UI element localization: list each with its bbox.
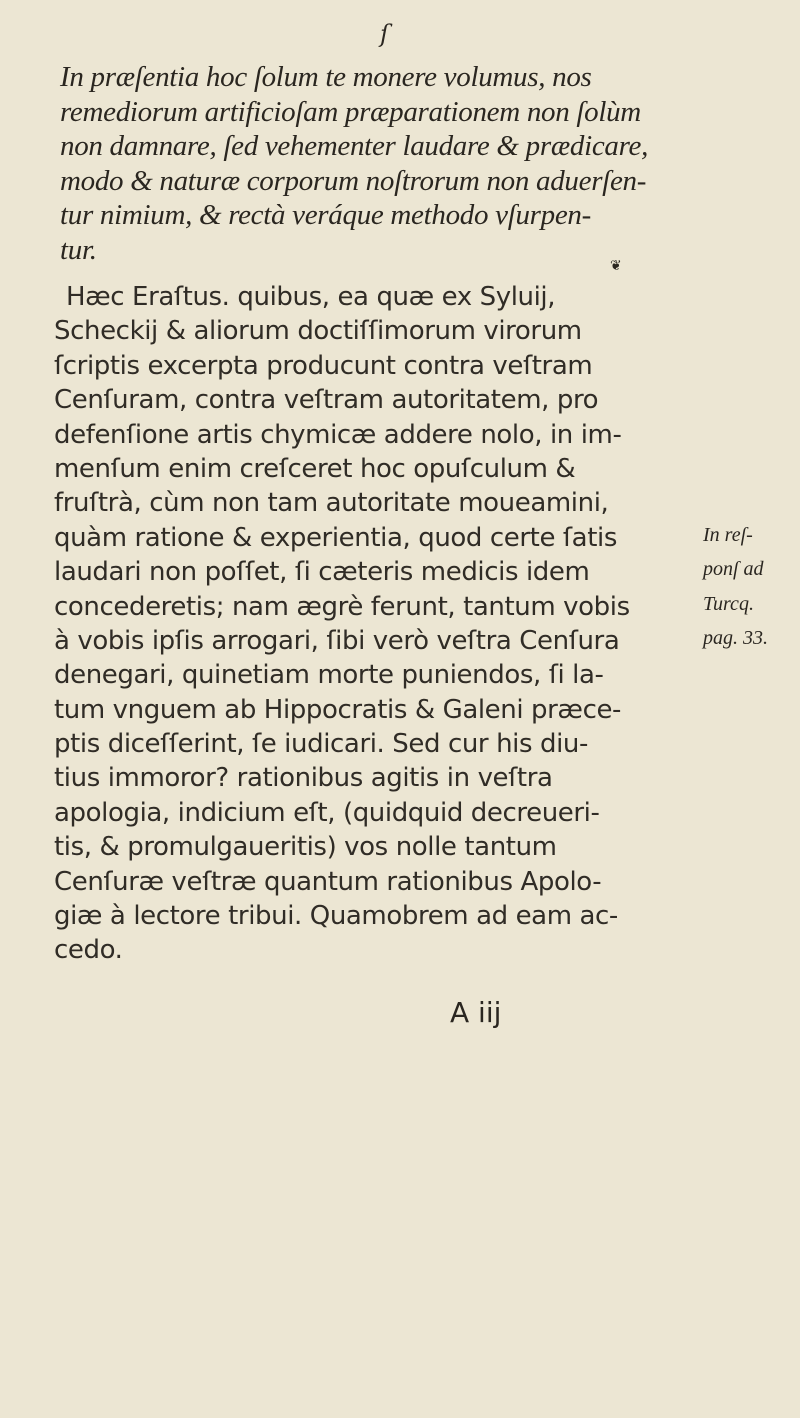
signature-mark: ſ xyxy=(380,20,389,48)
signature-mark-footer: A iij xyxy=(450,995,502,1029)
margin-note-line: In reſ- xyxy=(703,524,753,546)
body-line: Hæc Eraſtus. quibus, ea quæ ex Syluij, xyxy=(66,282,556,312)
italic-line: In præſentia hoc ſolum te monere volumus, nos xyxy=(60,61,592,93)
body-line: tis, & promulgaueritis) vos nolle tantum xyxy=(54,832,557,863)
body-line: Cenſuram, contra veſtram autoritatem, pro xyxy=(54,385,599,416)
body-line: laudari non poſſet, ſi cæteris medicis idem xyxy=(54,557,590,588)
body-line: Cenſuræ veſtræ quantum rationibus Apolo- xyxy=(54,866,602,897)
italic-line: remediorum artificioſam præparationem non ſolùm xyxy=(60,95,641,128)
italic-passage xyxy=(60,60,750,267)
margin-note-line: pag. 33. xyxy=(703,627,768,650)
body-line: fruſtrà, cùm non tam autoritate moueamini, xyxy=(54,488,609,519)
page-footer xyxy=(450,996,501,1029)
body-line: denegari, quinetiam morte puniendos, ſi la- xyxy=(54,660,604,691)
body-line: Scheckij & aliorum doctiſſimorum virorum xyxy=(54,316,582,347)
body-line: ptis diceſſerint, ſe iudicari. Sed cur his diu- xyxy=(54,729,588,760)
body-line: menſum enim creſceret hoc opuſculum & xyxy=(54,453,576,484)
ornament-icon: ❦ xyxy=(610,258,622,274)
body-line: concederetis; nam ægrè ferunt, tantum vobis xyxy=(54,591,630,622)
margin-note xyxy=(703,518,798,656)
italic-line: non damnare, ſed vehementer laudare & prædicare, xyxy=(60,130,649,162)
italic-line: tur nimium, & rectà veráque methodo vſurpen- xyxy=(60,199,591,231)
body-line: apologia, indicium eſt, (quidquid decreueri- xyxy=(54,797,600,828)
italic-line: tur. xyxy=(60,233,97,266)
margin-note-line: Turcq. xyxy=(703,592,754,615)
body-line: ſcriptis excerpta producunt contra veſtram xyxy=(54,350,593,381)
body-line: giæ à lectore tribui. Quamobrem ad eam ac- xyxy=(54,901,618,932)
body-paragraph xyxy=(54,280,744,968)
body-line: cedo. xyxy=(54,935,123,966)
body-line: defenſione artis chymicæ addere nolo, in im- xyxy=(54,419,622,450)
body-line: à vobis ipſis arrogari, ſibi verò veſtra Cenſura xyxy=(54,625,620,656)
body-line: tius immoror? rationibus agitis in veſtra xyxy=(54,763,553,794)
body-line: tum vnguem ab Hippocratis & Galeni præce- xyxy=(54,694,622,725)
body-line: quàm ratione & experientia, quod certe ſatis xyxy=(54,522,617,553)
italic-line: modo & naturæ corporum noſtrorum non aduerſen- xyxy=(60,164,647,197)
margin-note-line: ponſ ad xyxy=(703,558,764,581)
